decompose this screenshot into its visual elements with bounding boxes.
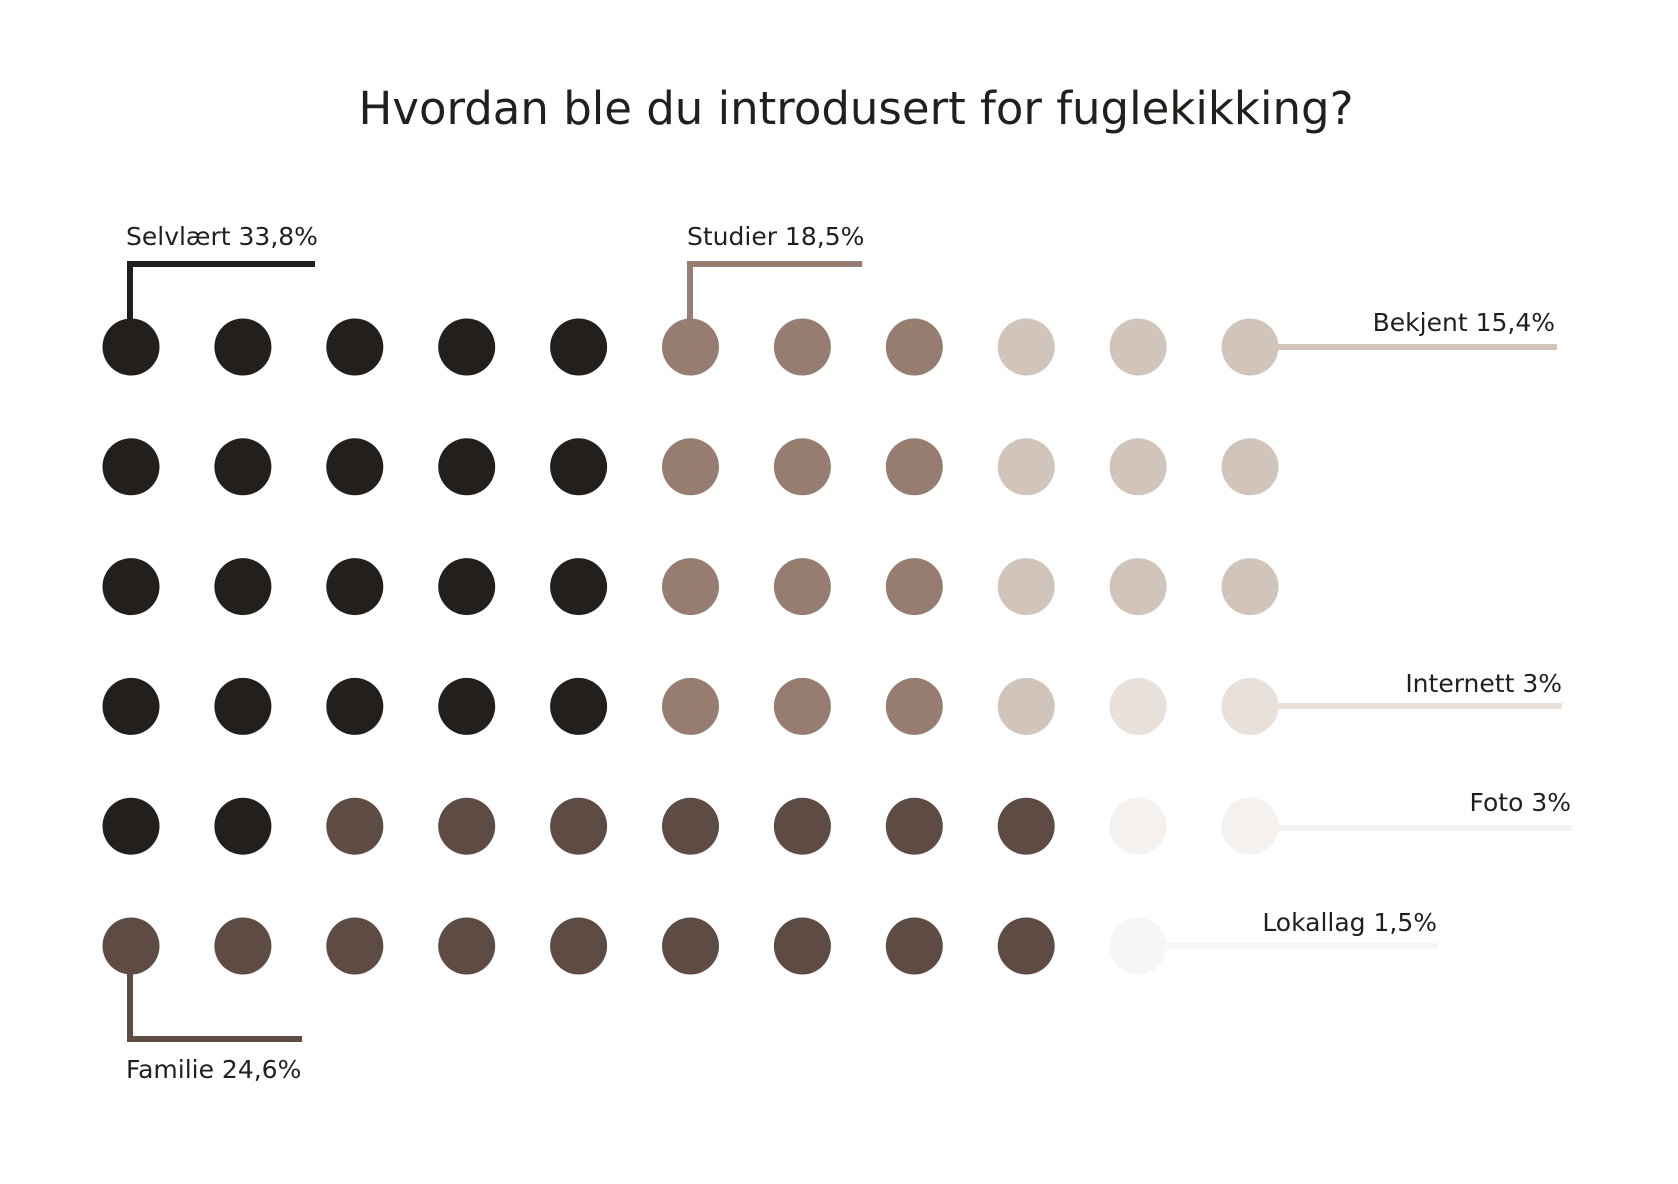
- dot-studier: [774, 678, 831, 735]
- dot-familie: [998, 918, 1055, 975]
- dot-selvl-rt: [550, 319, 607, 376]
- dot-familie: [662, 918, 719, 975]
- dot-selvl-rt: [326, 438, 383, 495]
- dot-bekjent: [998, 438, 1055, 495]
- dot-selvl-rt: [214, 438, 271, 495]
- dot-familie: [998, 798, 1055, 855]
- dot-studier: [662, 438, 719, 495]
- dot-familie: [214, 918, 271, 975]
- dot-familie: [326, 798, 383, 855]
- dot-studier: [662, 678, 719, 735]
- familie-label: Familie 24,6%: [126, 1055, 302, 1084]
- dot-selvl-rt: [438, 678, 495, 735]
- dot-selvl-rt: [326, 678, 383, 735]
- dot-familie: [326, 918, 383, 975]
- dot-studier: [886, 438, 943, 495]
- dot-selvl-rt: [326, 558, 383, 615]
- chart-title: Hvordan ble du introdusert for fuglekikking?: [358, 82, 1354, 135]
- studier-leader-line: [690, 264, 862, 322]
- studier-label: Studier 18,5%: [687, 222, 865, 251]
- internett-label: Internett 3%: [1405, 669, 1562, 698]
- dot-familie: [438, 918, 495, 975]
- dot-selvl-rt: [438, 558, 495, 615]
- dot-bekjent: [1110, 438, 1167, 495]
- dot-foto: [1110, 798, 1167, 855]
- dot-bekjent: [1110, 558, 1167, 615]
- dot-studier: [662, 319, 719, 376]
- dot-selvl-rt: [103, 319, 160, 376]
- dot-selvl-rt: [550, 558, 607, 615]
- dot-selvl-rt: [103, 438, 160, 495]
- dot-familie: [550, 798, 607, 855]
- dot-familie: [886, 798, 943, 855]
- dot-selvl-rt: [326, 319, 383, 376]
- dot-selvl-rt: [103, 798, 160, 855]
- dot-bekjent: [998, 678, 1055, 735]
- dot-bekjent: [1110, 319, 1167, 376]
- dot-bekjent: [998, 558, 1055, 615]
- dot-selvl-rt: [214, 798, 271, 855]
- dot-familie: [662, 798, 719, 855]
- dot-bekjent: [1222, 438, 1279, 495]
- dot-bekjent: [998, 319, 1055, 376]
- dot-familie: [774, 918, 831, 975]
- dot-selvl-rt: [103, 678, 160, 735]
- dot-familie: [438, 798, 495, 855]
- dot-selvl-rt: [214, 558, 271, 615]
- dot-studier: [886, 319, 943, 376]
- dot-studier: [774, 558, 831, 615]
- dot-familie: [550, 918, 607, 975]
- dot-studier: [774, 438, 831, 495]
- bekjent-label: Bekjent 15,4%: [1372, 308, 1555, 337]
- dot-selvl-rt: [214, 678, 271, 735]
- dot-selvl-rt: [550, 438, 607, 495]
- dot-studier: [774, 319, 831, 376]
- selvlaert-label: Selvlært 33,8%: [126, 222, 318, 251]
- dot-familie: [886, 918, 943, 975]
- dot-selvl-rt: [214, 319, 271, 376]
- dot-studier: [886, 558, 943, 615]
- dot-selvl-rt: [438, 438, 495, 495]
- dot-internett: [1110, 678, 1167, 735]
- dot-studier: [886, 678, 943, 735]
- foto-label: Foto 3%: [1469, 788, 1571, 817]
- dot-selvl-rt: [550, 678, 607, 735]
- dot-familie: [774, 798, 831, 855]
- dot-studier: [662, 558, 719, 615]
- dot-selvl-rt: [103, 558, 160, 615]
- dot-grid: [103, 319, 1279, 975]
- lokallag-label: Lokallag 1,5%: [1262, 908, 1437, 937]
- dot-selvl-rt: [438, 319, 495, 376]
- dot-bekjent: [1222, 558, 1279, 615]
- selvlaert-leader-line: [130, 264, 315, 322]
